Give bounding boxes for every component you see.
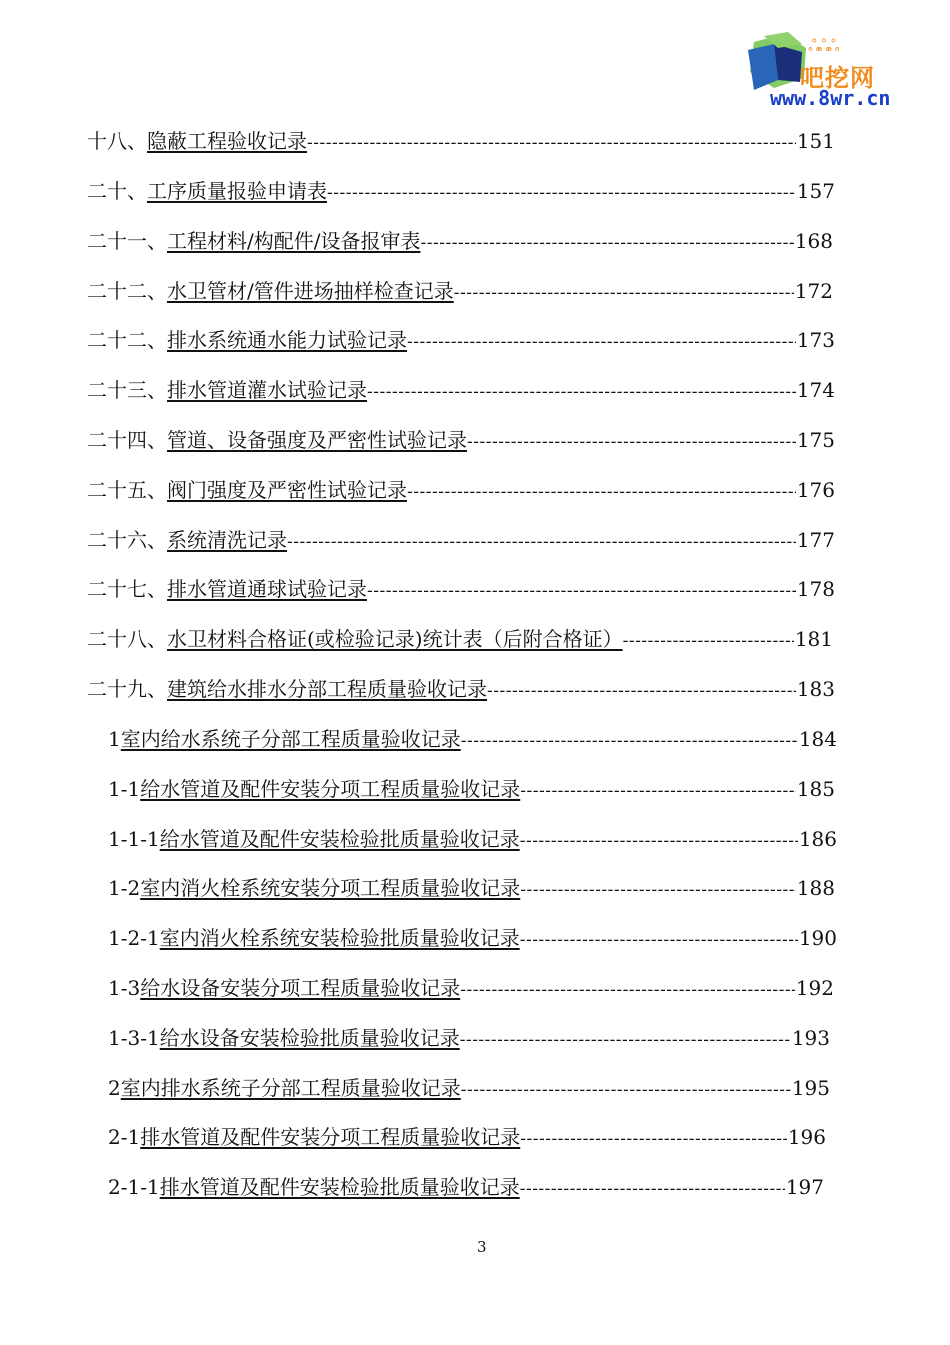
toc-link[interactable]: 室内消火栓系统安装分项工程质量验收记录 — [140, 876, 521, 900]
toc-page: 186 — [798, 827, 837, 851]
toc-page: 192 — [795, 976, 834, 1000]
dot-leader — [307, 133, 796, 153]
toc-number: 二十八、 — [87, 627, 167, 651]
toc-entry[interactable] — [87, 573, 835, 599]
toc-link[interactable]: 系统清洗记录 — [167, 528, 287, 552]
toc-page: 195 — [791, 1076, 830, 1100]
toc-entry[interactable] — [108, 1072, 830, 1098]
toc-entry[interactable] — [87, 474, 835, 500]
dot-leader — [460, 980, 795, 1000]
dot-leader — [520, 831, 798, 851]
dot-leader — [461, 731, 798, 751]
toc-entry[interactable] — [108, 1171, 824, 1197]
toc-entry[interactable] — [108, 872, 835, 898]
toc-entry[interactable] — [87, 524, 835, 550]
dot-leader — [407, 332, 796, 352]
logo-brand-text: 吧挖网 — [800, 64, 875, 92]
toc-link[interactable]: 隐蔽工程验收记录 — [147, 129, 307, 153]
page-number: 3 — [477, 1238, 487, 1256]
toc-entry[interactable] — [108, 773, 835, 799]
toc-link[interactable]: 排水管道及配件安装分项工程质量验收记录 — [140, 1125, 521, 1149]
toc-page: 193 — [791, 1026, 830, 1050]
toc-page: 174 — [796, 378, 835, 402]
toc-page: 168 — [794, 229, 833, 253]
toc-number: 1-1 — [108, 777, 141, 801]
toc-link[interactable]: 室内排水系统子分部工程质量验收记录 — [120, 1076, 461, 1100]
toc-link[interactable]: 排水管道灌水试验记录 — [167, 378, 367, 402]
toc-link[interactable]: 室内消火栓系统安装检验批质量验收记录 — [159, 926, 520, 950]
toc-number: 1-3 — [108, 976, 141, 1000]
toc-page: 188 — [796, 876, 835, 900]
toc-link[interactable]: 室内给水系统子分部工程质量验收记录 — [120, 727, 461, 751]
toc-page: 177 — [796, 528, 835, 552]
toc-entry[interactable] — [108, 972, 834, 998]
dot-leader — [520, 1179, 785, 1199]
toc-number: 二十一、 — [87, 229, 167, 253]
toc-page: 181 — [794, 627, 833, 651]
dot-leader — [287, 532, 796, 552]
people-icon: ஃஃஃ — [808, 36, 837, 55]
dot-leader — [520, 930, 798, 950]
dot-leader — [520, 880, 796, 900]
toc-number: 1 — [108, 727, 121, 751]
toc-entry[interactable] — [108, 723, 837, 749]
toc-link[interactable]: 工程材料/构配件/设备报审表 — [167, 229, 421, 253]
toc-link[interactable]: 给水管道及配件安装检验批质量验收记录 — [159, 827, 520, 851]
toc-number: 二十六、 — [87, 528, 167, 552]
toc-page: 184 — [798, 727, 837, 751]
toc-link[interactable]: 水卫材料合格证(或检验记录)统计表（后附合格证） — [167, 627, 623, 651]
toc-page: 151 — [796, 129, 835, 153]
toc-number: 1-3-1 — [108, 1026, 160, 1050]
dot-leader — [367, 382, 796, 402]
dot-leader — [623, 631, 794, 651]
toc-link[interactable]: 排水管道及配件安装检验批质量验收记录 — [159, 1175, 520, 1199]
dot-leader — [461, 1080, 791, 1100]
toc-page: 185 — [796, 777, 835, 801]
toc-entry[interactable] — [108, 1022, 830, 1048]
toc-number: 二十四、 — [87, 428, 167, 452]
dot-leader — [454, 283, 794, 303]
toc-link[interactable]: 给水设备安装检验批质量验收记录 — [159, 1026, 460, 1050]
toc-link[interactable]: 建筑给水排水分部工程质量验收记录 — [167, 677, 487, 701]
toc-number: 1-2 — [108, 876, 141, 900]
toc-entry[interactable] — [108, 1121, 826, 1147]
toc-number: 二十九、 — [87, 677, 167, 701]
toc-number: 二十三、 — [87, 378, 167, 402]
toc-page: 183 — [796, 677, 835, 701]
toc-entry[interactable] — [87, 623, 833, 649]
toc-entry[interactable] — [108, 922, 837, 948]
dot-leader — [487, 681, 796, 701]
toc-page: 172 — [794, 279, 833, 303]
toc-number: 2-1 — [108, 1125, 141, 1149]
toc-link[interactable]: 排水管道通球试验记录 — [167, 577, 367, 601]
dot-leader — [327, 183, 796, 203]
toc-link[interactable]: 工序质量报验申请表 — [147, 179, 327, 203]
toc-link[interactable]: 阀门强度及严密性试验记录 — [167, 478, 407, 502]
toc-number: 1-2-1 — [108, 926, 160, 950]
toc-link[interactable]: 给水管道及配件安装分项工程质量验收记录 — [140, 777, 521, 801]
dot-leader — [460, 1030, 791, 1050]
toc-page: 175 — [796, 428, 835, 452]
toc-number: 二十二、 — [87, 279, 167, 303]
logo-url-text: www.8wr.cn — [770, 86, 891, 110]
toc-entry[interactable] — [87, 125, 835, 151]
toc-entry[interactable] — [87, 374, 835, 400]
toc-number: 十八、 — [87, 129, 147, 153]
toc-entry[interactable] — [87, 175, 835, 201]
toc-page: 197 — [785, 1175, 824, 1199]
toc-page: 176 — [796, 478, 835, 502]
toc-entry[interactable] — [87, 673, 835, 699]
toc-number: 二十、 — [87, 179, 147, 203]
toc-number: 2 — [108, 1076, 121, 1100]
toc-entry[interactable] — [87, 225, 833, 251]
dot-leader — [407, 482, 796, 502]
toc-link[interactable]: 给水设备安装分项工程质量验收记录 — [140, 976, 461, 1000]
dot-leader — [367, 581, 796, 601]
toc-entry[interactable] — [108, 823, 837, 849]
dot-leader — [520, 1129, 787, 1149]
dot-leader — [420, 233, 793, 253]
toc-number: 二十二、 — [87, 328, 167, 352]
toc-page: 196 — [787, 1125, 826, 1149]
toc-link[interactable]: 管道、设备强度及严密性试验记录 — [167, 428, 467, 452]
toc-page: 190 — [798, 926, 837, 950]
toc-number: 二十五、 — [87, 478, 167, 502]
toc-number: 二十七、 — [87, 577, 167, 601]
toc-entry[interactable] — [87, 324, 835, 350]
toc-page: 178 — [796, 577, 835, 601]
toc-link[interactable]: 排水系统通水能力试验记录 — [167, 328, 407, 352]
toc-page: 157 — [796, 179, 835, 203]
toc-entry[interactable] — [87, 275, 833, 301]
toc-entry[interactable] — [87, 424, 835, 450]
dot-leader — [520, 781, 796, 801]
toc-number: 1-1-1 — [108, 827, 160, 851]
dot-leader — [467, 432, 796, 452]
toc-link[interactable]: 水卫管材/管件进场抽样检查记录 — [167, 279, 454, 303]
toc-number: 2-1-1 — [108, 1175, 160, 1199]
toc-page: 173 — [796, 328, 835, 352]
